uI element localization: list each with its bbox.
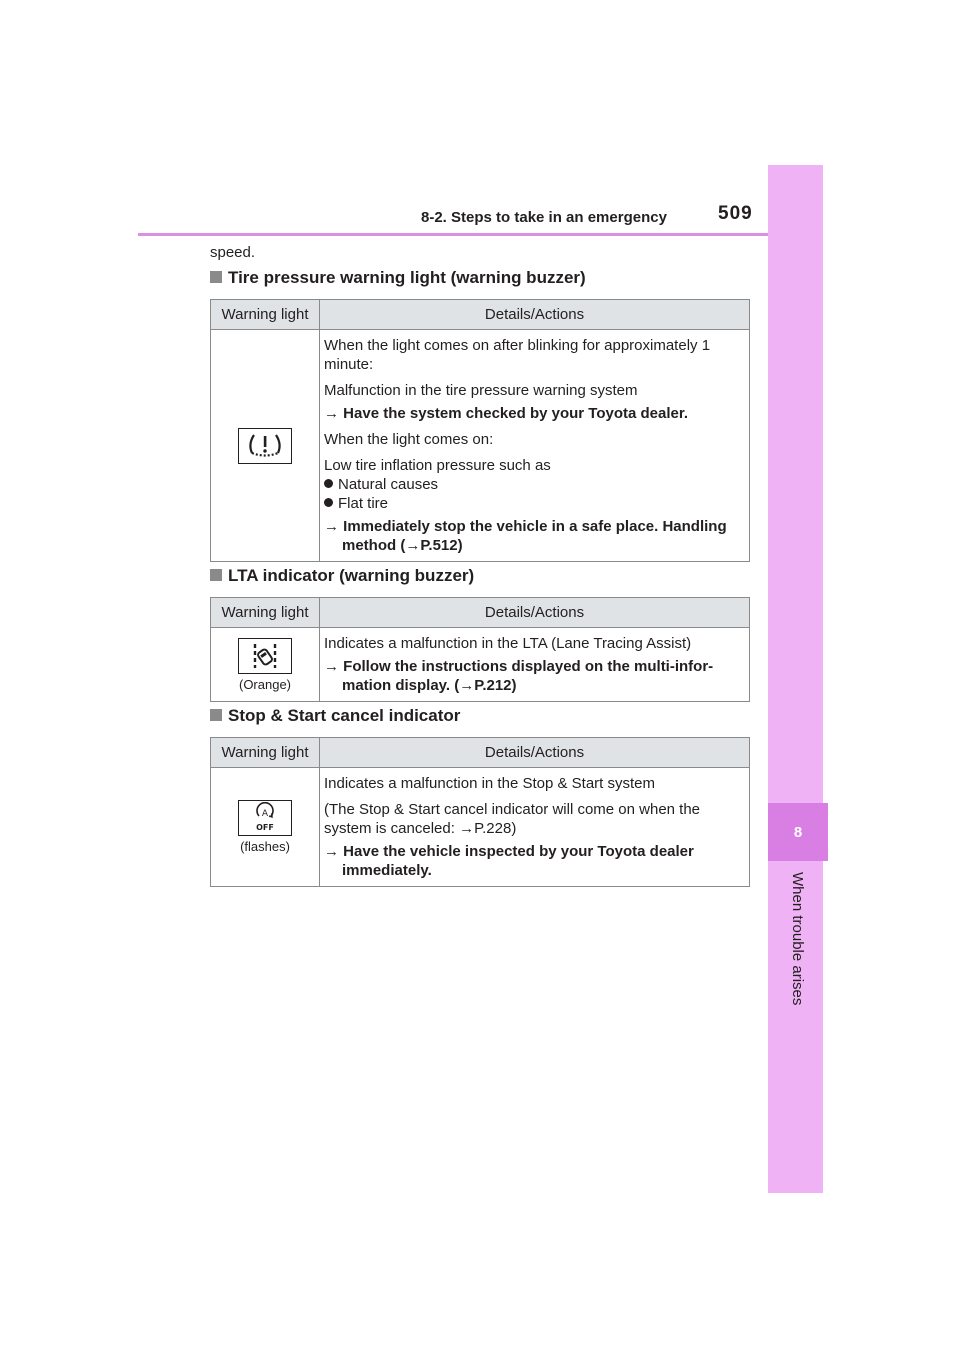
list-item [324,475,741,494]
table-stop-start [210,737,750,887]
heading-text: Stop & Start cancel indicator [228,706,461,725]
detail-line: When the light comes on: [324,431,494,448]
col-header-warning-light: Warning light [211,300,320,330]
warning-light-cell [211,768,320,887]
table-tire-pressure [210,299,750,562]
details-cell [320,768,750,887]
arrow-icon: → [459,820,475,837]
details-cell [320,330,750,562]
bullet-icon [324,479,333,488]
table-lta [210,597,750,702]
col-header-details: Details/Actions [320,598,750,628]
heading-stop-start [210,706,460,726]
page-ref: P.212) [474,677,517,694]
detail-text: (The Stop & Start cancel indicator will come on when the system is canceled: [324,801,701,837]
lta-lane-icon [238,638,292,674]
col-header-details: Details/Actions [320,300,750,330]
arrow-icon: → [324,405,339,422]
icon-letter: A [261,809,269,819]
action-line [324,657,741,695]
detail-line: When the light comes on after blinking for approximately 1 minute: [324,337,711,373]
action-text: Follow the instructions displayed on the multi-infor-mation display. ( [342,658,714,694]
icon-off-label: OFF [256,823,274,832]
icon-caption: (flashes) [240,839,290,854]
page-ref: P.512) [420,537,463,554]
page-number: 509 [718,203,753,224]
chapter-side-tab [768,165,823,1193]
tire-pressure-warning-icon [238,428,292,464]
action-line [324,517,741,555]
list-item-text: Natural causes [338,476,439,493]
heading-text: LTA indicator (warning buzzer) [228,566,475,585]
detail-line: Indicates a malfunction in the Stop & Start system [324,775,655,792]
arrow-icon: → [405,537,421,554]
lead-text: speed. [210,244,256,261]
action-text: Immediately stop the vehicle in a safe place. Handling method ( [342,518,727,554]
list-item [324,494,741,513]
arrow-icon: → [324,518,339,535]
chapter-number: 8 [793,823,803,841]
header-divider [138,233,768,236]
action-line [324,842,741,880]
heading-tire-pressure [210,268,586,288]
action-line [324,404,741,423]
list-item-text: Flat tire [338,495,389,512]
heading-square-icon [210,271,222,283]
detail-line: Low tire inflation pressure such as [324,457,551,474]
action-text: Have the system checked by your Toyota dealer. [343,405,689,422]
detail-line [324,800,741,838]
section-title: 8-2. Steps to take in an emergency [421,209,667,226]
heading-lta [210,566,474,586]
col-header-details: Details/Actions [320,738,750,768]
stop-start-off-icon [238,800,292,836]
arrow-icon: → [459,677,475,694]
bullet-icon [324,498,333,507]
action-text: Have the vehicle inspected by your Toyota dealer immediately. [342,843,694,879]
detail-line: Indicates a malfunction in the LTA (Lane Tracing Assist) [324,635,692,652]
col-header-warning-light: Warning light [211,738,320,768]
arrow-icon: → [324,658,339,675]
heading-text: Tire pressure warning light (warning buzzer) [228,268,586,287]
chapter-title: When trouble arises [789,872,806,1006]
heading-square-icon [210,569,222,581]
col-header-warning-light: Warning light [211,598,320,628]
warning-light-cell [211,628,320,702]
arrow-icon: → [324,843,339,860]
page-ref: P.228) [474,820,517,837]
detail-line: Malfunction in the tire pressure warning system [324,382,638,399]
warning-light-cell [211,330,320,562]
heading-square-icon [210,709,222,721]
icon-caption: (Orange) [238,676,292,692]
chapter-number-box [768,803,828,861]
details-cell [320,628,750,702]
